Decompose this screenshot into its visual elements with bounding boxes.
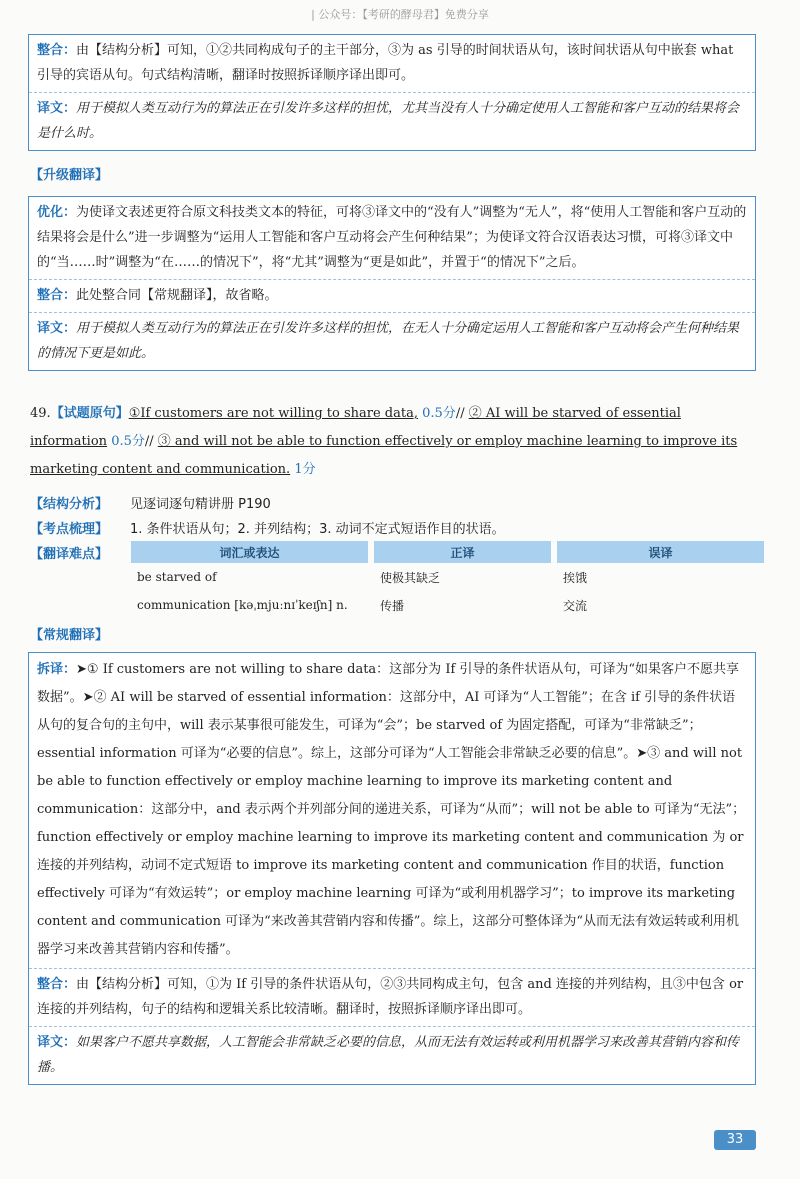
integrate-label: 整合： [37,43,77,58]
page-header: | 公众号：【考研的酵母君】免费分享 [311,8,489,21]
vocab-correct: 传播 [380,598,405,613]
integrate-text: 由【结构分析】可知，①②共同构成句子的主干部分，③为 as 引导的时间状语从句，该时间状语从句中嵌套 what 引导的宾语从句。句式结构清晰，翻译时按照拆译顺序译出即可。 [37,43,734,83]
translation-row [29,313,755,370]
split-row [29,653,755,969]
table-row [131,591,764,619]
split-text: ➤① If customers are not willing to share data：这部分为 If 引导的条件状语从句，可译为“如果客户不愿共享数据”。➤② AI will be starved of essential information：这部分中，AI 可译为“人工智能”；在含 if 引导的条件状语从句的复合句的主句中，will 表示某事很可能发生，可译为“会”；be starved of 为固定搭配，可译为“非常缺乏”；essential information 可译为“必要的信息”。综上，这部分可译为“人工智能会非常缺乏必要的信息”。➤③ and will not be able to function effectively or employ machine learning to improve its marketing content and communication：这部分中，and 表示两个并列部分间的递进关系，可译为“从而”；will not be able to 可译为“无法”；function effectively or employ machine learning to improve its marketing content and communication 为 or 连接的并列结构，动词不定式短语 to improve its marketing content and communication 作目的状语，function effectively 可译为“有效运转”；or employ machine learning 可译为“或利用机器学习”；to improve its marketing content and communication 可译为“来改善其营销内容和传播”。综上，这部分可整体译为“从而无法有效运转或利用机器学习来改善其营销内容和传播”。 [37,662,746,957]
translation-text: 用于模拟人类互动行为的算法正在引发许多这样的担忧，在无人十分确定运用人工智能和客户互动将会产生何种结果的情况下更是如此。 [37,321,740,361]
clause-3-points: 1分 [294,462,316,477]
integrate-label: 整合： [37,288,77,303]
optimize-text: 为使译文表述更符合原文科技类文本的特征，可将③译文中的“没有人”调整为“无人”，将“使用人工智能和客户互动的结果将会是什么”进一步调整为“运用人工智能和客户互动将会产生何种结果”；为使译文符合汉语表达习惯，可将③译文中的“当……时”调整为“在……的情况下”，将“尤其”调整为“更是如此”，并置于“的情况下”之后。 [37,205,747,270]
split-label: 拆译： [37,662,77,677]
page-number: 33 [714,1130,756,1150]
structure-analysis [30,493,271,512]
vocab-header-correct: 正译 [374,541,551,563]
upgrade-translation-heading: 【升级翻译】 [30,168,109,183]
table-row [131,563,764,591]
translation-label: 译文： [37,1035,77,1050]
key-points-label: 【考点梳理】 [30,522,109,537]
translation-row [29,93,755,150]
structure-label: 【结构分析】 [30,497,109,512]
integrate-text: 由【结构分析】可知，①为 If 引导的条件状语从句，②③共同构成主句，包含 and 连接的并列结构，且③中包含 or 连接的并列结构，句子的结构和逻辑关系比较清晰。翻译时，按照拆译顺序译出即可。 [37,977,744,1017]
difficulty [30,543,130,562]
translation-text: 用于模拟人类互动行为的算法正在引发许多这样的担忧，尤其当没有人十分确定使用人工智能和客户互动的结果将会是什么时。 [37,101,740,141]
vocab-correct: 使极其缺乏 [380,570,441,585]
clause-1: ①If customers are not willing to share data, [128,406,418,421]
integrate-row [29,969,755,1027]
clause-1-points: 0.5分 [422,406,456,421]
vocab-term: be starved of [137,570,217,584]
vocab-table [125,541,770,619]
vocab-header-wrong: 误译 [557,541,764,563]
translation-row [29,1027,755,1084]
vocab-header-term: 词汇或表达 [131,541,368,563]
vocab-wrong: 交流 [563,598,588,613]
integrate-row [29,35,755,93]
optimize-label: 优化： [37,205,77,220]
integrate-text: 此处整合同【常规翻译】，故省略。 [76,288,278,303]
regular-translation-heading: 【常规翻译】 [30,628,109,643]
difficulty-label: 【翻译难点】 [30,547,109,562]
clause-3: ③ and will not be able to function effectively or employ machine learning to improve its marketing content and communication. [30,434,738,477]
translation-label: 译文： [37,321,77,336]
question-49 [30,400,760,484]
clause-2: ② AI will be starved of essential information [30,406,681,449]
translation-box-2 [28,196,756,371]
question-number: 49. [30,406,51,421]
optimize-row [29,197,755,280]
translation-box-3 [28,652,756,1085]
translation-label: 译文： [37,101,77,116]
translation-box-1 [28,34,756,151]
key-points [30,518,505,537]
vocab-wrong: 挨饿 [563,570,588,585]
separator: // [455,406,465,421]
original-sentence-label: 【试题原句】 [50,406,129,421]
translation-text: 如果客户不愿共享数据，人工智能会非常缺乏必要的信息，从而无法有效运转或利用机器学习来改善其营销内容和传播。 [37,1035,740,1075]
integrate-label: 整合： [37,977,77,992]
clause-2-points: 0.5分 [111,434,145,449]
key-points-text: 1. 条件状语从句；2. 并列结构；3. 动词不定式短语作目的状语。 [130,522,505,537]
separator: // [144,434,154,449]
integrate-row [29,280,755,313]
vocab-term: communication [kəˌmjuːnɪˈkeɪʃn] n. [137,598,348,612]
structure-text: 见逐词逐句精讲册 P190 [130,497,271,512]
